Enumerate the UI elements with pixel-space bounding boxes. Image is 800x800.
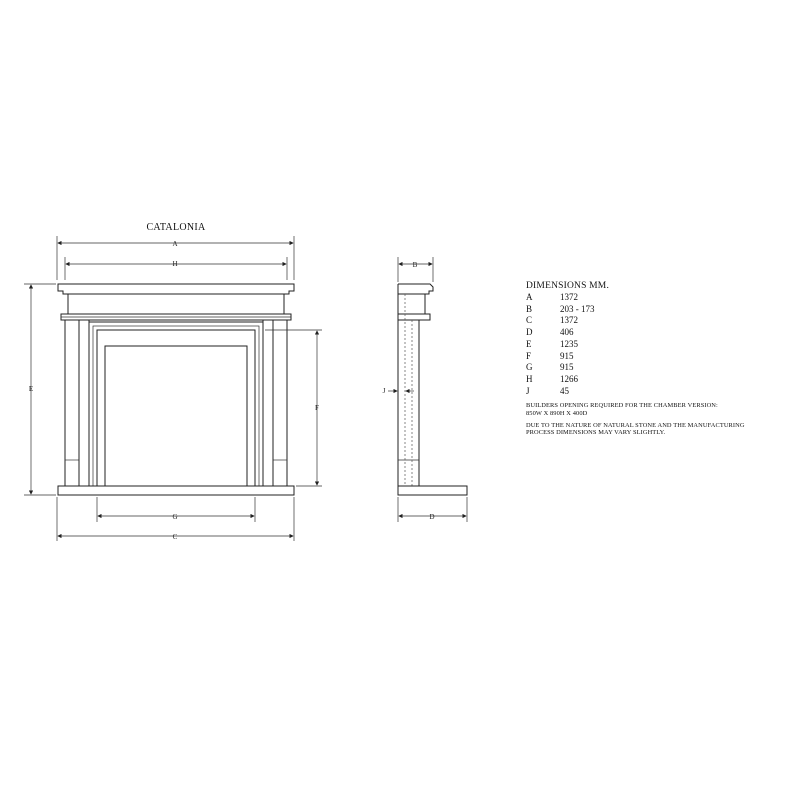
dimension-row	[526, 386, 796, 398]
surround-frame	[89, 322, 263, 486]
dimension-key: E	[526, 338, 532, 349]
builders-opening-note-line1: BUILDERS OPENING REQUIRED FOR THE CHAMBER VERSION:	[526, 402, 718, 410]
natural-stone-note-line2: PROCESS DIMENSIONS MAY VARY SLIGHTLY.	[526, 429, 666, 437]
dimension-value: 1372	[560, 292, 578, 302]
left-leg-inner	[79, 320, 89, 486]
mantel-shelf	[58, 284, 294, 294]
dimensions-table	[526, 292, 796, 397]
right-leg	[273, 320, 287, 486]
dimension-key: G	[526, 362, 533, 373]
dimension-value: 1235	[560, 338, 578, 349]
hearth	[58, 486, 294, 495]
side-view	[383, 257, 467, 522]
dimension-key: D	[526, 327, 533, 338]
dimension-value: 915	[560, 362, 574, 373]
dimensions-panel	[526, 281, 796, 437]
dimension-value: 406	[560, 327, 574, 338]
dimension-row	[526, 292, 796, 304]
dimension-key: J	[526, 385, 530, 396]
dimension-value: 1372	[560, 315, 578, 326]
dim-label-b: B	[412, 261, 418, 269]
dimension-row	[526, 315, 796, 327]
dimension-key: B	[526, 303, 533, 314]
dim-label-a: A	[172, 240, 178, 248]
dimension-row	[526, 339, 796, 351]
builders-opening-note-line2: 850W X 890H X 400D	[526, 409, 588, 417]
dimension-row	[526, 362, 796, 374]
dim-label-h: H	[172, 260, 178, 268]
builders-opening-note	[526, 402, 796, 417]
dim-label-j: J	[382, 387, 386, 395]
fire-opening	[105, 346, 247, 486]
side-hearth	[398, 486, 467, 495]
dimension-key: H	[526, 373, 533, 384]
natural-stone-note-line1: DUE TO THE NATURE OF NATURAL STONE AND THE MANUFACTURING	[526, 421, 745, 429]
drawing-title: CATALONIA	[146, 222, 206, 233]
side-shelf	[398, 284, 433, 294]
dim-label-f: F	[315, 404, 319, 412]
dim-label-g: G	[172, 513, 178, 521]
dimension-value: 1266	[560, 373, 578, 384]
dimension-row	[526, 304, 796, 316]
dimension-row	[526, 374, 796, 386]
dim-label-c: C	[172, 533, 178, 541]
dimension-value: 203 - 173	[560, 303, 595, 314]
natural-stone-note	[526, 422, 796, 437]
dim-label-d: D	[429, 513, 435, 521]
dimension-value: 915	[560, 350, 574, 361]
dimensions-title: DIMENSIONS MM.	[526, 281, 610, 291]
left-leg	[65, 320, 79, 486]
front-view	[24, 222, 322, 541]
dimension-key: C	[526, 315, 533, 326]
dim-label-e: E	[28, 385, 34, 393]
dimension-row	[526, 327, 796, 339]
dimension-value: 45	[560, 385, 569, 396]
opening-rebate	[97, 330, 255, 486]
frieze	[68, 294, 284, 314]
dimension-key: A	[526, 292, 533, 302]
dimension-key: F	[526, 350, 532, 361]
right-leg-inner	[263, 320, 273, 486]
dimension-row	[526, 351, 796, 363]
